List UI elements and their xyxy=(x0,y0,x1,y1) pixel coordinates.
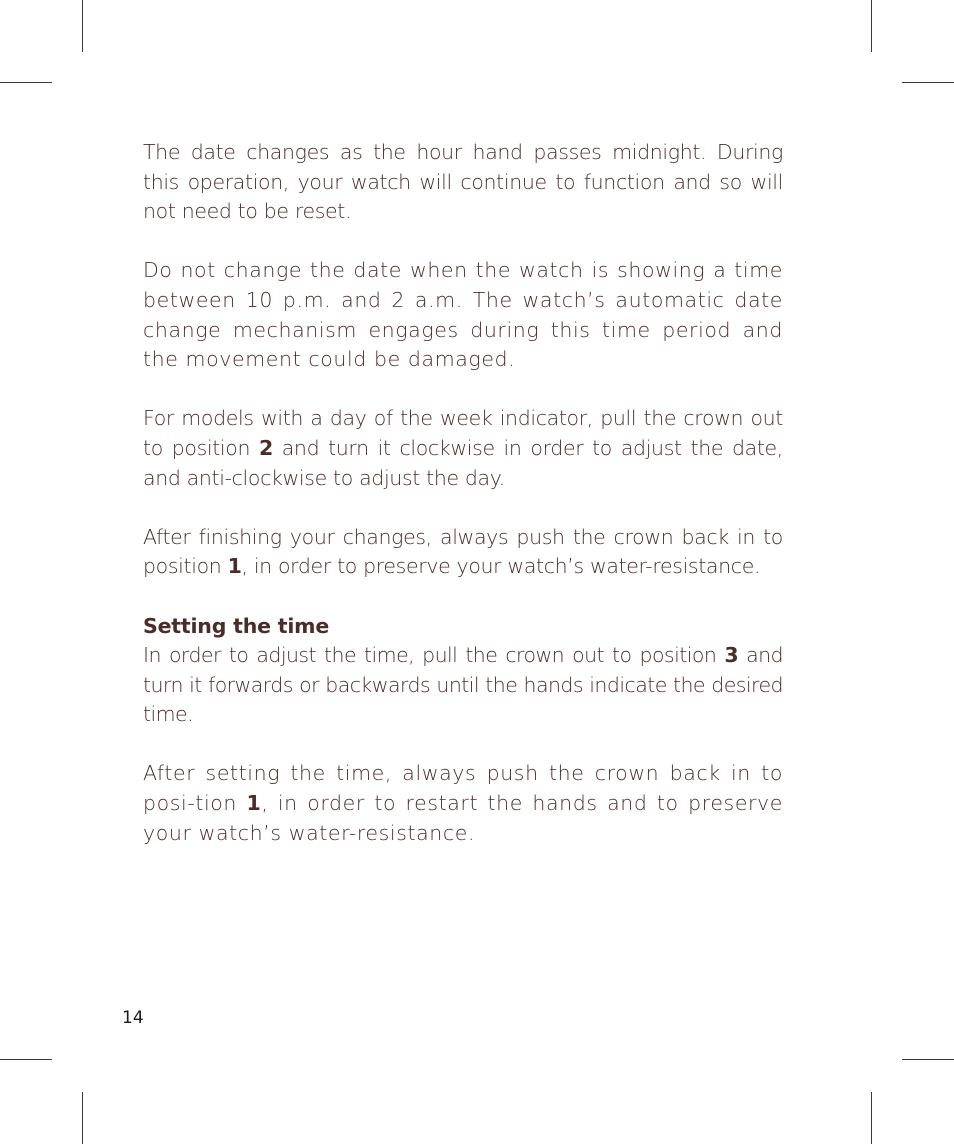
page-number: 14 xyxy=(122,1008,144,1028)
paragraph-date-warning: Do not change the date when the watch is showing a time between 10 p.m. and 2 a.m. The watch’s automatic date change mechanism engages during this time period and the movement could be damaged. xyxy=(143,258,783,372)
crop-mark-top-left-horizontal xyxy=(0,82,52,83)
crop-mark-top-left-vertical xyxy=(82,0,83,52)
paragraph-day-of-week: For models with a day of the week indicator, pull the crown out to position 2 and turn it clockwise in order to adjust the date, and anti-clockwise to adjust the day. xyxy=(143,406,783,490)
paragraph-push-crown: After finishing your changes, always push the crown back in to position 1, in order to preserve your watch’s water-resistance. xyxy=(143,524,783,579)
paragraph-adjust-time: In order to adjust the time, pull the crown out to position 3 and turn it forwards or backwards until the hands indicate the desired time. xyxy=(143,643,783,727)
position-number: 2 xyxy=(258,435,273,460)
crop-mark-bottom-right-vertical xyxy=(871,1092,872,1144)
section-heading: Setting the time xyxy=(143,613,330,638)
crop-mark-top-right-vertical xyxy=(871,0,872,52)
crop-mark-bottom-left-horizontal xyxy=(0,1059,52,1060)
position-number: 1 xyxy=(246,791,262,816)
crop-mark-bottom-right-horizontal xyxy=(902,1059,954,1060)
position-number: 3 xyxy=(724,643,739,668)
page-content xyxy=(143,138,783,878)
crop-mark-bottom-left-vertical xyxy=(82,1092,83,1144)
crop-mark-top-right-horizontal xyxy=(902,82,954,83)
paragraph-after-setting: After setting the time, always push the crown back in to posi-tion 1, in order to restart the hands and to preserve your watch’s water-resistance. xyxy=(143,761,783,845)
position-number: 1 xyxy=(227,554,242,579)
paragraph-date-change: The date changes as the hour hand passes midnight. During this operation, your watch will continue to function and so will not need to be reset. xyxy=(143,140,783,224)
